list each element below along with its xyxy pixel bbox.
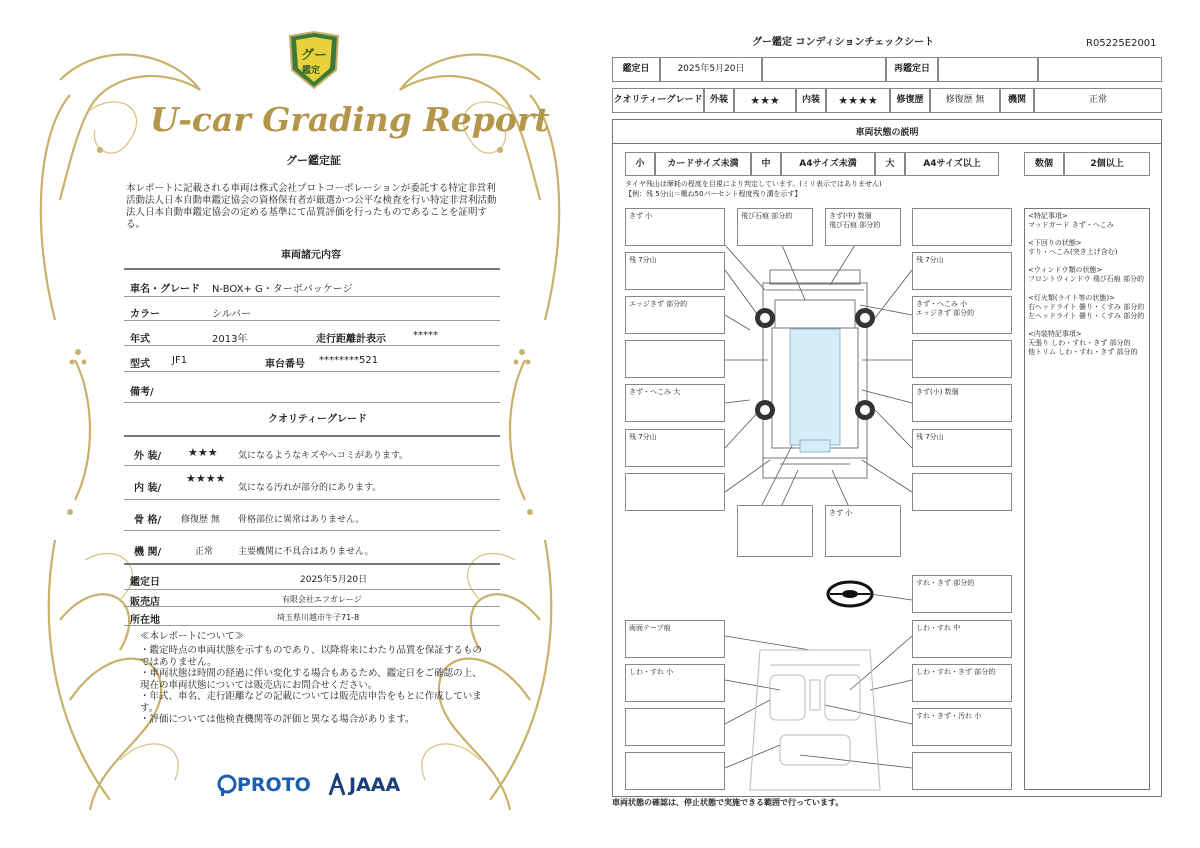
engine-value: 正常 (1034, 88, 1162, 113)
note-line: 他トリム しわ・すれ・きず 部分的 (1028, 348, 1138, 357)
count-value: 2個以上 (1064, 152, 1150, 176)
damage-box: 飛び石痕 部分的 (737, 208, 813, 246)
damage-box: エッジきず 部分的 (625, 296, 725, 334)
chassis-value: ********521 (319, 355, 379, 366)
certificate-intro: 本レポートに記載される車両は株式会社プロトコーポレーションが委託する特定非営利活動法人日本自動車鑑定協会の資格保有者が厳選かつ公平な検査を行い特定非営利活動法人日本自動車鑑定協会の定める基準にて品質評価を行ったものであることを証明する。 (126, 183, 497, 230)
repair-value: 修復歴 無 (930, 88, 1000, 113)
interior-box (912, 752, 1012, 790)
condition-check-sheet (600, 0, 1200, 848)
tire-note: タイヤ残山は摩耗の程度を目視により判定しています。(ミリ表示ではありません) (625, 180, 882, 188)
legend-medium-label: 中 (751, 152, 781, 176)
note-line: 左ヘッドライト 曇り・くすみ 部分的 (1028, 311, 1145, 320)
engine-label: 機関 (1000, 88, 1034, 113)
damage-box (912, 208, 1012, 246)
date-value: 2025年5月20日 (660, 57, 762, 82)
date-label: 鑑定日 (612, 57, 660, 82)
tire-box: 残 7分山 (625, 429, 725, 467)
interior-label: 内 装/ (134, 483, 162, 494)
dealer-label: 販売店 (130, 597, 160, 608)
note-item: ・年式、車名、走行距離などの記載については販売店申告をもとに作成しています。 (140, 691, 482, 714)
remarks-label: 備考/ (130, 387, 154, 398)
sheet-title: グー鑑定 コンディションチェックシート (752, 37, 935, 48)
note-line: マッドガード きず・へこみ (1028, 221, 1114, 230)
specs-heading: 車両諸元内容 (281, 250, 341, 261)
proto-logo-text: PROTO (237, 774, 311, 796)
name-label: 車名・グレード (130, 284, 200, 295)
interior-box: すれ・きず 部分的 (912, 575, 1012, 613)
interior-box (625, 708, 725, 746)
note-line: 天張り しわ・すれ・きず 部分的 (1028, 338, 1131, 347)
damage-box (825, 208, 901, 246)
engine-label: 機 関/ (134, 547, 162, 558)
jaaa-logo-text: JAAA (349, 774, 401, 796)
section-title: 車両状態の説明 (612, 119, 1162, 144)
note-spacer (1028, 285, 1146, 294)
name-value: N-BOX+ G・ターボパッケージ (212, 284, 353, 295)
sheet-footer: 車両状態の確認は、停止状態で実施できる範囲で行っています。 (612, 798, 844, 807)
tire-box: 残 7分山 (912, 429, 1012, 467)
model-value: JF1 (172, 355, 188, 366)
notes-list (140, 645, 490, 726)
count-label: 数個 (1024, 152, 1064, 176)
legend-small-label: 小 (625, 152, 655, 176)
year-label: 年式 (130, 334, 150, 345)
exterior-desc: 気になるようなキズやヘコミがあります。 (238, 451, 409, 461)
goo-badge-logo (286, 30, 342, 90)
notes-heading: ≪本レポートについて≫ (140, 631, 245, 642)
tire-box: 残 7分山 (912, 252, 1012, 290)
date-value: 2025年5月20日 (300, 575, 368, 585)
damage-box (625, 340, 725, 378)
damage-box-line: きず・へこみ 小 (916, 300, 968, 308)
damage-box: きず・へこみ 大 (625, 384, 725, 422)
note-line: すり・へこみ(突き上げ含む) (1028, 248, 1118, 257)
mileage-value: ***** (413, 330, 438, 341)
note-line: <特記事項> (1028, 212, 1068, 220)
note-line: フロントウィンドウ 飛び石痕 部分的 (1028, 275, 1145, 284)
note-line: <内装特記事項> (1028, 329, 1082, 338)
engine-value: 正常 (195, 547, 214, 557)
note-item: ・車両状態は時間の経過に伴い変化する場合もあるため、鑑定日をご確認の上、現在の車両状態については販売店にお問合せください。 (140, 668, 482, 691)
damage-box-line: きず(中) 数個 (829, 212, 872, 220)
frame-value: 修復歴 無 (181, 515, 220, 525)
qg-label: クオリティーグレード (612, 88, 704, 113)
script-title: U-car Grading Report (150, 100, 550, 139)
interior-box: すれ・きず・汚れ 小 (912, 708, 1012, 746)
int-value: ★★★★ (826, 88, 890, 113)
damage-box-line: エッジきず 部分的 (916, 308, 975, 317)
special-notes-panel (1024, 208, 1150, 790)
damage-box (625, 473, 725, 511)
damage-box (912, 296, 1012, 334)
interior-box: しわ・すれ・きず 部分的 (912, 664, 1012, 702)
interior-box: しわ・すれ 中 (912, 620, 1012, 658)
model-label: 型式 (130, 359, 150, 370)
color-value: シルバー (212, 309, 252, 320)
note-line: 右ヘッドライト 曇り・くすみ 部分的 (1028, 302, 1145, 311)
jaaa-mark-icon (328, 773, 346, 797)
damage-box: きず 小 (625, 208, 725, 246)
damage-box (912, 340, 1012, 378)
redate-label: 再鑑定日 (886, 57, 938, 82)
damage-box (737, 505, 813, 557)
interior-box: しわ・すれ 小 (625, 664, 725, 702)
dealer-value: 有限会社エフガレージ (282, 595, 362, 604)
exterior-stars: ★★★ (188, 446, 218, 459)
legend-medium-desc: A4サイズ未満 (781, 152, 875, 176)
int-label: 内装 (796, 88, 826, 113)
damage-box: きず 小 (825, 505, 901, 557)
damage-box: きず(小) 数個 (912, 384, 1012, 422)
engine-desc: 主要機関に不具合はありません。 (238, 547, 374, 557)
sheet-code: R05225E2001 (1086, 38, 1157, 49)
exterior-label: 外 装/ (134, 451, 162, 462)
note-item: ・評価については他検査機関等の評価と異なる場合があります。 (140, 714, 415, 726)
year-value: 2013年 (212, 334, 248, 345)
location-label: 所在地 (130, 615, 160, 626)
note-item: ・鑑定時点の車両状態を示すものであり、以降将来にわたり品質を保証するものではありません。 (140, 645, 483, 668)
legend-large-desc: A4サイズ以上 (905, 152, 999, 176)
proto-mark-icon (217, 774, 237, 796)
note-line: <下回りの状態> (1028, 239, 1082, 248)
legend-small-desc: カードサイズ未満 (655, 152, 751, 176)
damage-box (912, 473, 1012, 511)
legend-large-label: 大 (875, 152, 905, 176)
interior-box: 両面テープ痕 (625, 620, 725, 658)
badge-bottom-text: 鑑定 (302, 66, 321, 76)
interior-desc: 気になる汚れが部分的にあります。 (238, 483, 382, 493)
location-value: 埼玉県川越市牛子71-8 (277, 613, 360, 622)
repair-label: 修復歴 (890, 88, 930, 113)
note-line: <灯火類(ライト等の状態)> (1028, 293, 1115, 302)
tire-box: 残 7分山 (625, 252, 725, 290)
note-spacer (1028, 230, 1146, 239)
color-label: カラー (130, 309, 160, 320)
mileage-label: 走行距離計表示 (316, 334, 386, 345)
steering-wheel-icon (828, 582, 872, 606)
certificate-subtitle: グー鑑定証 (286, 154, 341, 167)
interior-stars: ★★★★ (186, 472, 226, 485)
frame-desc: 骨格部位に異常はありません。 (238, 515, 365, 525)
ext-value: ★★★ (734, 88, 796, 113)
ext-label: 外装 (704, 88, 734, 113)
date-label: 鑑定日 (130, 577, 160, 588)
tire-example: 【例：残 5分山＝概ね50パーセント程度残り溝を示す】 (625, 190, 802, 198)
jaaa-logo (328, 772, 400, 798)
quality-heading: クオリティーグレード (268, 414, 367, 425)
badge-top-text: グー (301, 48, 328, 63)
damage-box-line: 飛び石痕 部分的 (829, 220, 881, 229)
chassis-label: 車台番号 (265, 359, 305, 370)
note-line: <ウィンドウ類の状態> (1028, 266, 1103, 275)
note-spacer (1028, 321, 1146, 330)
interior-box (625, 752, 725, 790)
frame-label: 骨 格/ (134, 515, 162, 526)
proto-logo (217, 772, 311, 798)
